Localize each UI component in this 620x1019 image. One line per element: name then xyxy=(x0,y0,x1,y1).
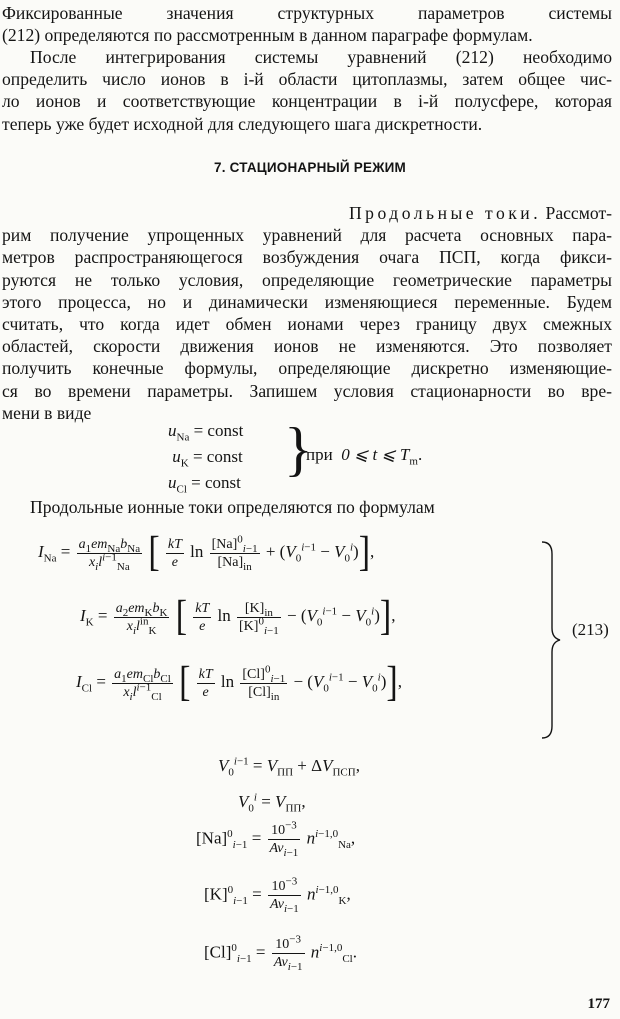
text-line: Продольные ионные токи определяются по формулам xyxy=(30,497,435,517)
text-fragment: Рассмот- xyxy=(545,203,612,223)
condition-row: $u_{Cl}$ = const xyxy=(168,473,241,496)
text-line: рим получение упрощенных уравнений для расчета основных пара- xyxy=(2,225,612,246)
condition-row: $u_{Na}$ = const xyxy=(168,421,244,444)
time-condition: при 0 ⩽ t ⩽ $T_m$. xyxy=(306,445,423,468)
condition-text: = const xyxy=(193,421,244,440)
text-line: областей, скорости движения ионов не изменяются. Это позволяет xyxy=(2,336,612,357)
text-line: мени в виде xyxy=(2,402,92,423)
definition-cl-concentration: $[Cl]^0_{i-1}$ = $\frac{10^{-3}}{Av_{i-1}}$ $n^{i-1,0}_{Cl}$. xyxy=(204,933,357,973)
equation-k: $I_K$ = $\frac{a_2em_Kb_K}{x_il^{in}_K}$ [ $\frac{kT}{e}$ ln $\frac{[K]_{in}}{[K]^0_{i-1}}$ − $(V_0^{i-1} - V_0^i)$], xyxy=(80,593,396,640)
condition-text: = const xyxy=(192,447,243,466)
text-line: (212) определяются по рассмотренным в данном параграфе формулам. xyxy=(2,25,533,46)
text-line: теперь уже будет исходной для следующего шага дискретности. xyxy=(2,113,483,134)
paragraph-2 xyxy=(2,46,612,135)
paragraph-3 xyxy=(2,202,612,424)
text-line: ло ионов и соответствующие концентрации в i-й полусфере, которая xyxy=(2,91,612,112)
text-line: определить число ионов в i-й области цитоплазмы, затем общее чис- xyxy=(2,69,612,90)
definition-na-concentration: $[Na]^0_{i-1}$ = $\frac{10^{-3}}{Av_{i-1}}$ $n^{i-1,0}_{Na}$, xyxy=(196,819,356,859)
text-line xyxy=(2,202,612,224)
equation-system-brace xyxy=(538,540,562,740)
definition-v-current: $V_0^i = V_{ПП}$, xyxy=(238,791,306,815)
equation-cl: $I_{Cl}$ = $\frac{a_1em_{Cl}b_{Cl}}{x_il^{i-1}_{Cl}}$ [ $\frac{kT}{e}$ ln $\frac{[Cl]^0_{i-1}}{[Cl]_{in}}$ − $(V_0^{i-1} - V_0^i)$], xyxy=(76,659,402,706)
definition-k-concentration: $[K]^0_{i-1}$ = $\frac{10^{-3}}{Av_{i-1}}$ $n^{i-1,0}_K$, xyxy=(204,875,351,915)
text-line: После интегрирования системы уравнений (212) необходимо xyxy=(30,47,612,67)
right-brace: } xyxy=(284,416,313,482)
condition-row: $u_K$ = const xyxy=(172,447,243,470)
page-number: 177 xyxy=(587,996,610,1012)
equation-na: $I_{Na}$ = $\frac{a_1em_{Na}b_{Na}}{x_il^{i-1}_{Na}}$ [ $\frac{kT}{e}$ ln $\frac{[Na]^0_{i-1}}{[Na]_{in}}$ + $(V_0^{i-1} - V_0^i)$], xyxy=(38,529,375,576)
section-heading: 7. СТАЦИОНАРНЫЙ РЕЖИМ xyxy=(214,160,406,175)
condition-range: 0 ⩽ t ⩽ T xyxy=(341,445,410,464)
text-line: Фиксированные значения структурных параметров системы xyxy=(2,3,612,23)
paragraph-1 xyxy=(2,2,612,46)
equation-number: (213) xyxy=(572,620,609,639)
definition-v-prev: $V_0^{i-1} = V_{ПП} + \Delta V_{ПСП}$, xyxy=(218,755,360,779)
text-line: этого процесса, но и динамически изменяющиеся переменные. Будем xyxy=(2,291,612,312)
text-line: получить конечные формулы, определяющие дискретно изменяющие- xyxy=(2,358,612,379)
text-line: ся во времени параметры. Запишем условия стационарности во вре- xyxy=(2,380,612,401)
text-line: метров распространяющегося возбуждения очага ПСП, когда фикси- xyxy=(2,247,612,268)
condition-text: = const xyxy=(191,473,241,492)
condition-prefix: при xyxy=(306,445,333,464)
run-in-heading: Продольные токи. xyxy=(348,203,542,223)
text-line: считать, что когда идет обмен ионами через границу двух смежных xyxy=(2,314,612,335)
text-line: руются не только условия, определяющие геометрические параметры xyxy=(2,269,612,290)
paragraph-4 xyxy=(2,496,612,518)
stationarity-conditions xyxy=(168,418,243,496)
